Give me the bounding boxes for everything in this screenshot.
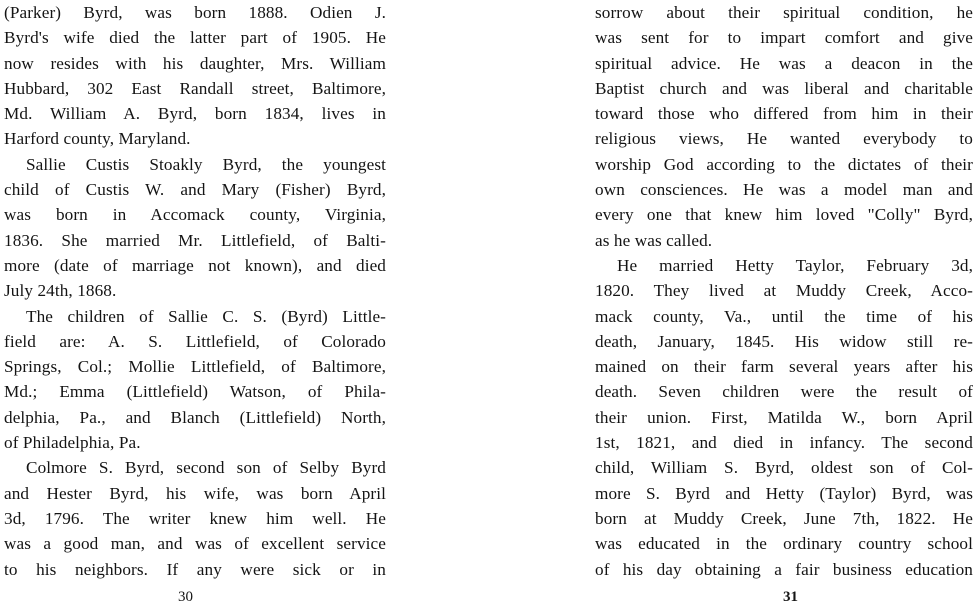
left-line-11: more (date of marriage not known), and died <box>4 255 386 275</box>
right-line-18: 1st, 1821, and died in infancy. The second <box>595 433 973 453</box>
left-line-14: field are: A. S. Littlefield, of Colorado <box>4 331 386 351</box>
right-line-19: child, William S. Byrd, oldest son of Col- <box>595 458 973 478</box>
right-line-14: death, January, 1845. His widow still re- <box>595 331 973 351</box>
left-line-4: Hubbard, 302 East Randall street, Baltimore, <box>4 78 386 98</box>
right-line-6: religious views, He wanted everybody to <box>595 129 973 149</box>
page-number-right: 31 <box>783 589 798 605</box>
left-line-20: and Hester Byrd, his wife, was born April <box>4 483 386 503</box>
left-line-17: delphia, Pa., and Blanch (Littlefield) North, <box>4 407 386 427</box>
left-line-13: The children of Sallie C. S. (Byrd) Little- <box>26 306 386 326</box>
left-page-text <box>4 0 386 582</box>
left-line-18: of Philadelphia, Pa. <box>4 433 141 453</box>
right-line-20: more S. Byrd and Hetty (Taylor) Byrd, was <box>595 483 973 503</box>
right-line-2: was sent for to impart comfort and give <box>595 28 973 48</box>
right-line-5: toward those who differed from him in their <box>595 104 973 124</box>
left-line-12: July 24th, 1868. <box>4 281 117 301</box>
left-line-6: Harford county, Maryland. <box>4 129 191 149</box>
left-line-19: Colmore S. Byrd, second son of Selby Byrd <box>26 458 386 478</box>
right-line-21: born at Muddy Creek, June 7th, 1822. He <box>595 508 973 528</box>
left-line-3: now resides with his daughter, Mrs. William <box>4 53 386 73</box>
left-line-16: Md.; Emma (Littlefield) Watson, of Phila- <box>4 382 386 402</box>
left-line-10: 1836. She married Mr. Littlefield, of Balti- <box>4 230 386 250</box>
right-line-22: was educated in the ordinary country school <box>595 534 973 554</box>
right-line-7: worship God according to the dictates of their <box>595 154 973 174</box>
right-line-4: Baptist church and was liberal and charitable <box>595 78 973 98</box>
page-number-left: 30 <box>178 589 193 605</box>
left-line-1: (Parker) Byrd, was born 1888. Odien J. <box>4 3 386 22</box>
left-line-21: 3d, 1796. The writer knew him well. He <box>4 508 386 528</box>
right-line-1: sorrow about their spiritual condition, he <box>595 3 973 22</box>
right-line-17: their union. First, Matilda W., born April <box>595 407 973 427</box>
left-line-2: Byrd's wife died the latter part of 1905. He <box>4 28 386 48</box>
left-line-8: child of Custis W. and Mary (Fisher) Byrd, <box>4 180 386 200</box>
right-line-8: own consciences. He was a model man and <box>595 180 973 200</box>
left-line-15: Springs, Col.; Mollie Littlefield, of Baltimore, <box>4 357 386 377</box>
left-page <box>0 0 400 611</box>
right-line-10: as he was called. <box>595 230 713 250</box>
left-line-23: to his neighbors. If any were sick or in <box>4 559 386 579</box>
right-page <box>585 0 975 611</box>
right-line-9: every one that knew him loved "Colly" Byrd, <box>595 205 973 225</box>
left-line-9: was born in Accomack county, Virginia, <box>4 205 386 225</box>
left-line-22: was a good man, and was of excellent service <box>4 534 386 554</box>
right-line-15: mained on their farm several years after his <box>595 357 973 377</box>
right-line-23: of his day obtaining a fair business education <box>595 559 973 579</box>
page-gutter <box>400 0 585 611</box>
right-line-16: death. Seven children were the result of <box>595 382 973 402</box>
left-line-5: Md. William A. Byrd, born 1834, lives in <box>4 104 386 124</box>
left-line-7: Sallie Custis Stoakly Byrd, the youngest <box>26 154 386 174</box>
right-line-11: He married Hetty Taylor, February 3d, <box>617 255 973 275</box>
right-page-text <box>595 0 973 582</box>
right-line-12: 1820. They lived at Muddy Creek, Acco- <box>595 281 973 301</box>
right-line-13: mack county, Va., until the time of his <box>595 306 973 326</box>
right-line-3: spiritual advice. He was a deacon in the <box>595 53 973 73</box>
